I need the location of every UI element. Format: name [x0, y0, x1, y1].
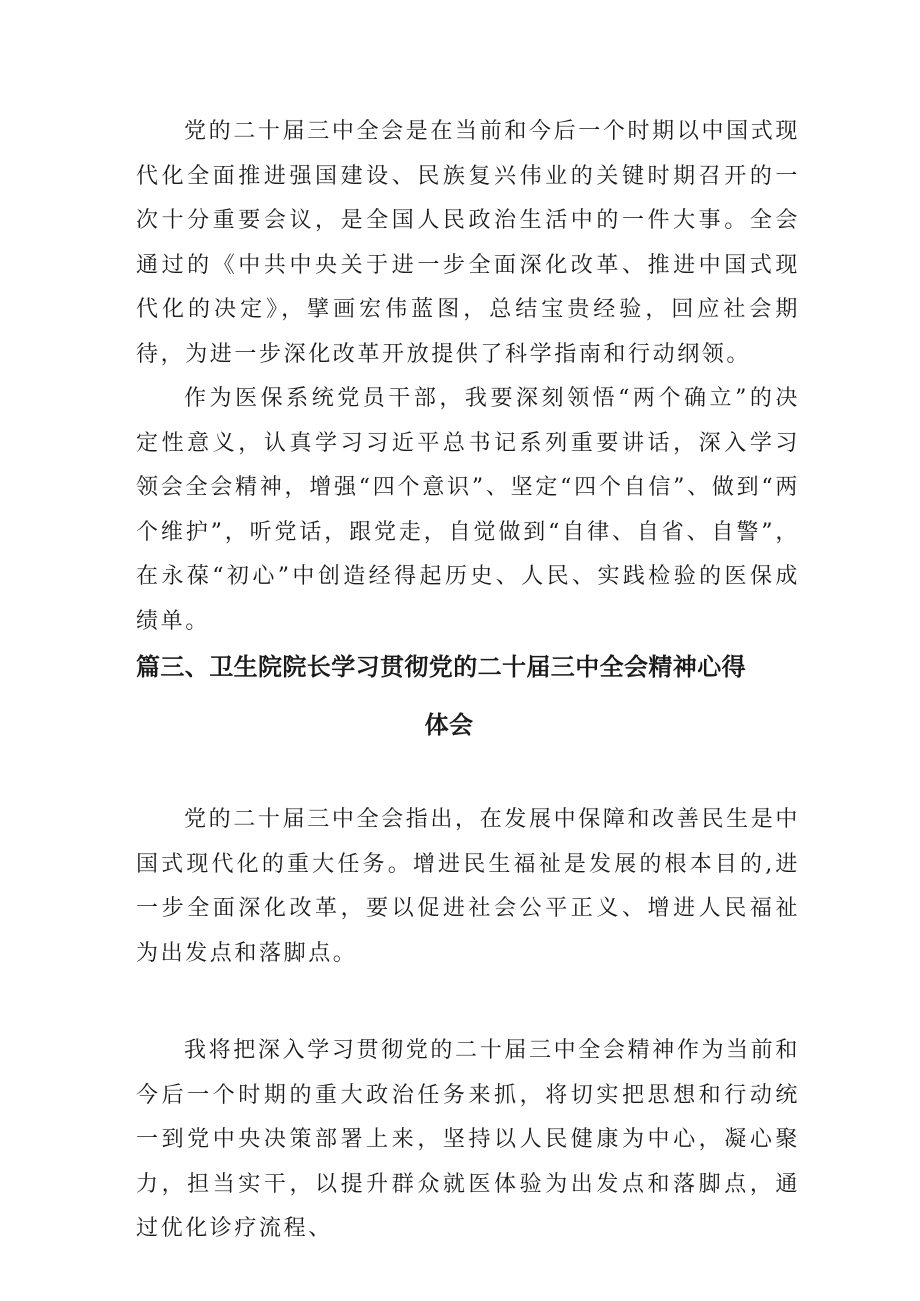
section-heading	[136, 638, 800, 754]
paragraph-implementation: 我将把深入学习贯彻党的二十届三中全会精神作为当前和今后一个时期的重大政治任务来抓，将切实把思想和行动统一到党中央决策部署上来，坚持以人民健康为中心，凝心聚力，担当实干，以提升群众就医体验为出发点和落脚点，通过优化诊疗流程、	[136, 1038, 800, 1241]
section-heading-line-1: 篇三、卫生院院长学习贯彻党的二十届三中全会精神心得	[136, 653, 746, 681]
paragraph-plenum-intro: 党的二十届三中全会是在当前和今后一个时期以中国式现代化全面推进强国建设、民族复兴伟业的关键时期召开的一次十分重要会议，是全国人民政治生活中的一件大事。全会通过的《中共中央关于进一步全面深化改革、推进中国式现代化的决定》，擘画宏伟蓝图，总结宝贵经验，回应社会期待，为进一步深化改革开放提供了科学指南和行动纲领。	[136, 119, 800, 367]
paragraph-livelihood: 党的二十届三中全会指出，在发展中保障和改善民生是中国式现代化的重大任务。增进民生福祉是发展的根本目的,进一步全面深化改革，要以促进社会公平正义、增进人民福祉为出发点和落脚点。	[136, 807, 800, 966]
paragraph-medical-insurance-cadre: 作为医保系统党员干部，我要深刻领悟“两个确立”的决定性意义，认真学习习近平总书记系列重要讲话，深入学习领会全会精神，增强“四个意识”、坚定“四个自信”、做到“两个维护”，听党话，跟党走，自觉做到“自律、自省、自警”，在永葆“初心”中创造经得起历史、人民、实践检验的医保成绩单。	[136, 386, 800, 634]
section-heading-line-2: 体会	[424, 711, 474, 739]
